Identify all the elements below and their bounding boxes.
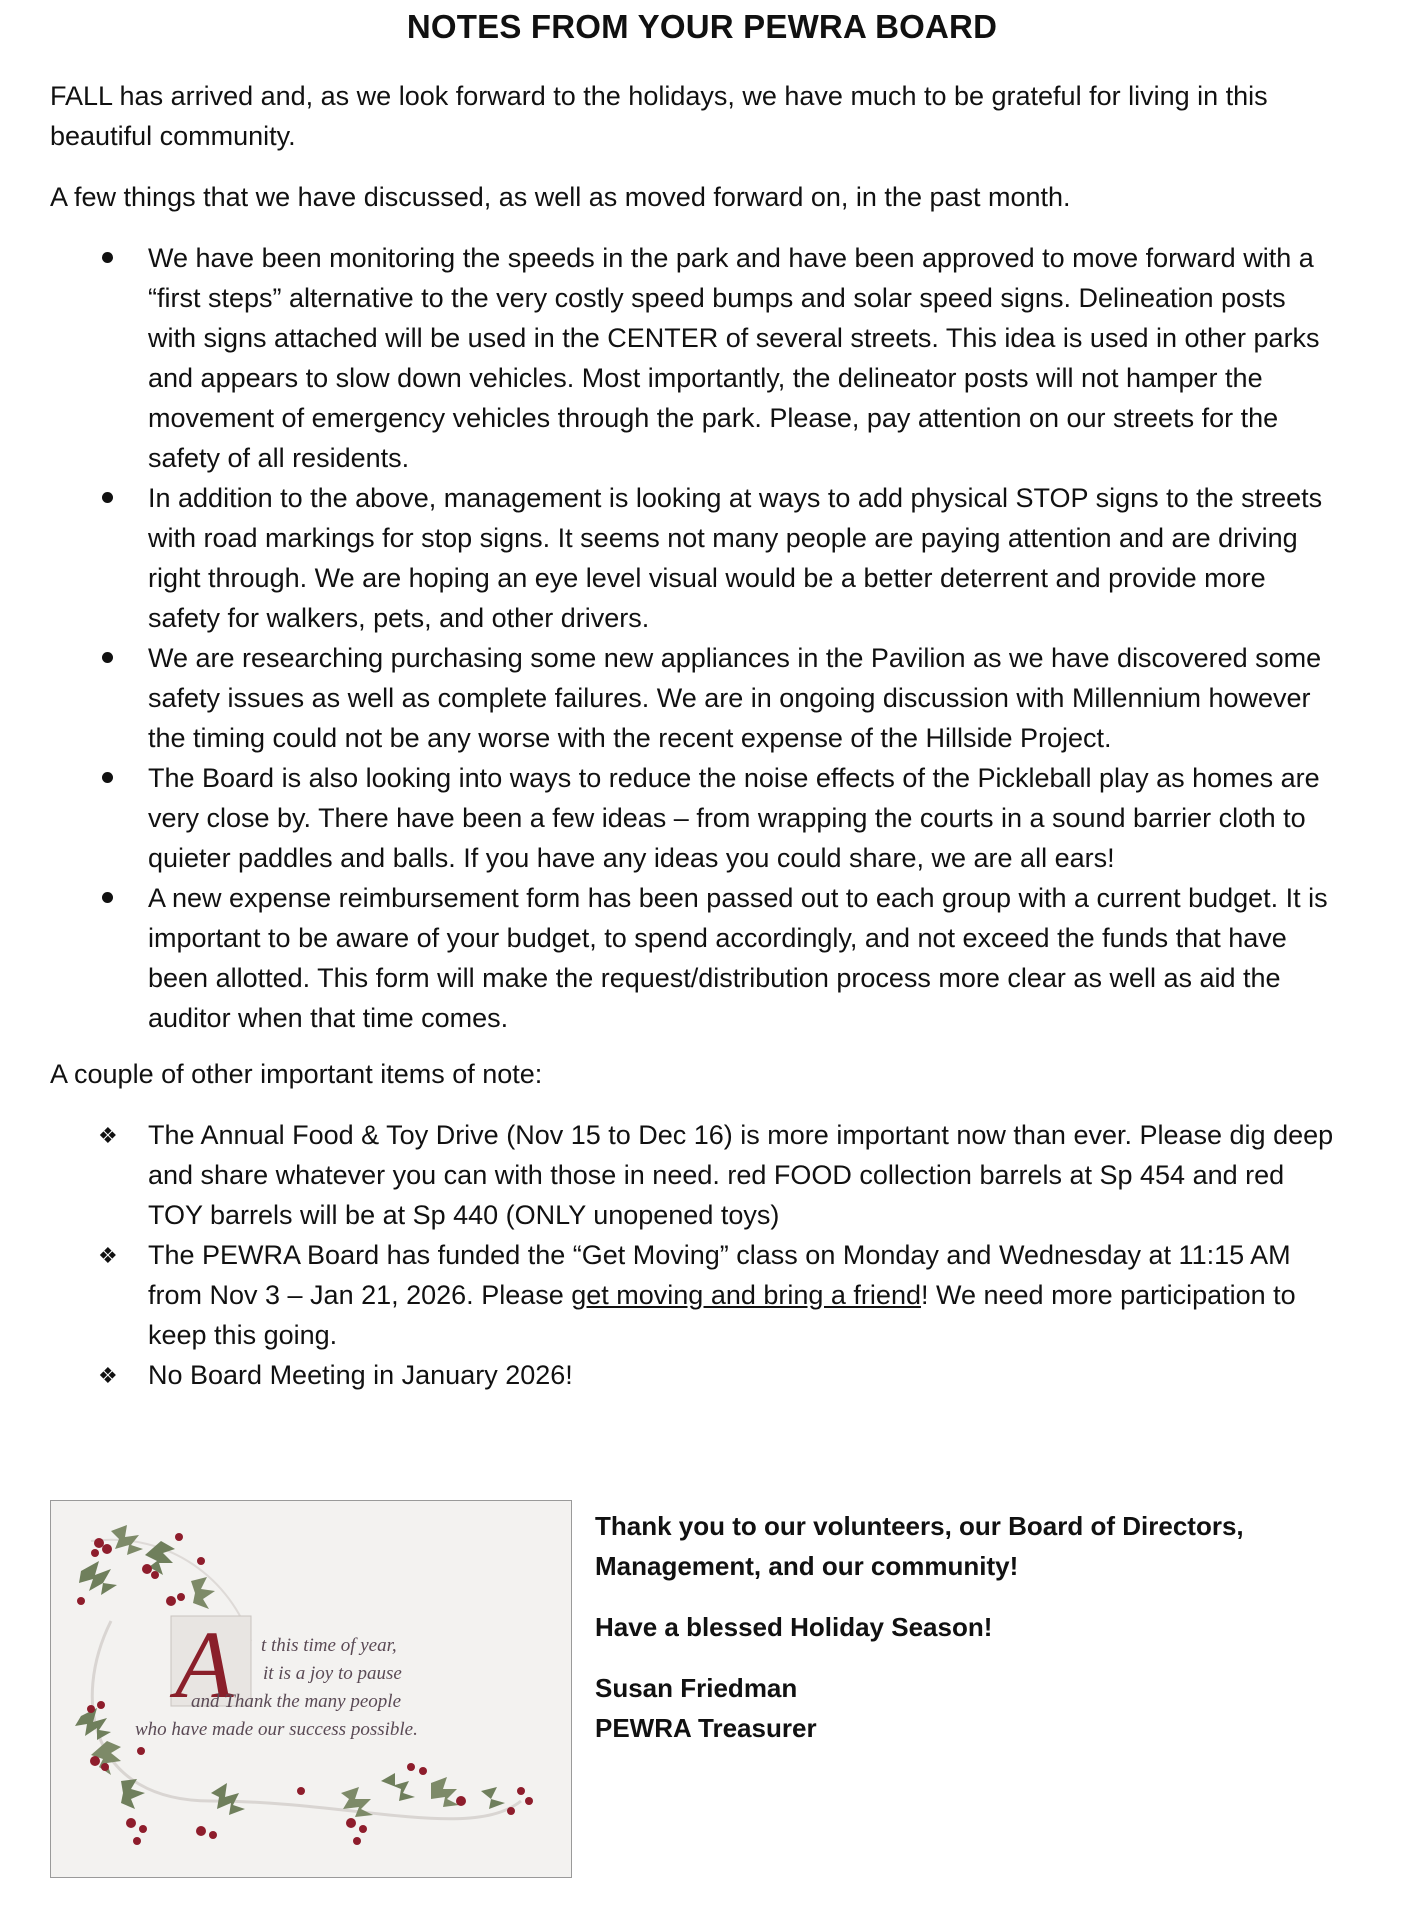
get-moving-text-after: ! We need more participation to keep this going. — [148, 1280, 1296, 1350]
discussion-bullet-list — [0, 238, 1404, 1038]
get-moving-underlined: get moving and bring a friend — [571, 1280, 921, 1310]
page-title: NOTES FROM YOUR PEWRA BOARD — [406, 8, 998, 45]
list-item — [0, 1115, 1338, 1235]
list-item — [0, 478, 1338, 638]
bullet-text-appliances: We are researching purchasing some new appliances in the Pavilion as we have discovered some safety issues as well as complete failures. We are in ongoing discussion with Millennium however the timing could not be any worse with the recent expense of the Hillside Project. — [148, 643, 1322, 753]
diamond-bullet-icon: ❖ — [98, 1123, 118, 1148]
diamond-bullet-icon: ❖ — [98, 1363, 118, 1388]
intro-paragraph: FALL has arrived and, as we look forward to the holidays, we have much to be grateful for living in this beautiful community. — [50, 81, 1268, 151]
list-item — [0, 758, 1338, 878]
holiday-card-image — [50, 1500, 572, 1878]
diamond-bullet-icon: ❖ — [98, 1243, 118, 1268]
card-text-line-4: who have made our success possible. — [135, 1719, 418, 1740]
bullet-dot-icon — [98, 238, 128, 278]
thanks-line-2: Management, and our community! — [595, 1551, 1019, 1581]
note-no-meeting: No Board Meeting in January 2026! — [148, 1360, 573, 1390]
bullet-dot-icon — [98, 758, 128, 798]
note-get-moving — [148, 1240, 1296, 1350]
card-text-line-1: t this time of year, — [261, 1635, 397, 1656]
get-moving-text-before: The PEWRA Board has funded the “Get Moving” class on Monday and Wednesday at 11:15 AM from Nov 3 – Jan 21, 2026. Please — [148, 1240, 1291, 1310]
list-item — [0, 1355, 1338, 1395]
note-food-drive: The Annual Food & Toy Drive (Nov 15 to Dec 16) is more important now than ever. Please dig deep and share whatever you can with those in need. red FOOD collection barrels at Sp 454 and red TOY barrels will be at Sp 440 (ONLY unopened toys) — [148, 1120, 1334, 1230]
list-item — [0, 638, 1338, 758]
list-item — [0, 238, 1338, 478]
bullet-text-pickleball: The Board is also looking into ways to reduce the noise effects of the Pickleball play as homes are very close by. There have been a few ideas – from wrapping the courts in a sound barrier cloth to quieter paddles and balls. If you have any ideas you could share, we are all ears! — [148, 763, 1320, 873]
notes-list — [0, 1115, 1404, 1395]
bullet-dot-icon — [98, 638, 128, 678]
bullet-text-stop-signs: In addition to the above, management is looking at ways to add physical STOP signs to the streets with road markings for stop signs. It seems not many people are paying attention and are driving right through. We are hoping an eye level visual would be a better deterrent and provide more safety for walkers, pets, and other drivers. — [148, 483, 1323, 633]
bullet-dot-icon — [98, 878, 128, 918]
signer-name: Susan Friedman — [595, 1673, 798, 1703]
card-text-line-2: it is a joy to pause — [263, 1663, 402, 1684]
list-item — [0, 878, 1338, 1038]
signer-role: PEWRA Treasurer — [595, 1713, 817, 1743]
other-items-heading: A couple of other important items of note: — [50, 1059, 543, 1089]
list-item — [0, 1235, 1338, 1355]
bullet-text-speeds: We have been monitoring the speeds in the park and have been approved to move forward with a “first steps” alternative to the very costly speed bumps and solar speed signs. Delineation posts with signs attached will be used in the CENTER of several streets. This idea is used in other parks and appears to slow down vehicles. Most importantly, the delineator posts will not hamper the movement of emergency vehicles through the park. Please, pay attention on our streets for the safety of all residents. — [148, 243, 1320, 473]
card-initial-letter: A — [175, 1611, 234, 1718]
thanks-line-1: Thank you to our volunteers, our Board of Directors, — [595, 1511, 1244, 1541]
bullet-dot-icon — [98, 478, 128, 518]
discussed-heading: A few things that we have discussed, as well as moved forward on, in the past month. — [50, 182, 1071, 212]
card-text-line-3: and Thank the many people — [191, 1691, 402, 1712]
holiday-wish: Have a blessed Holiday Season! — [595, 1612, 993, 1642]
bullet-text-expense-form: A new expense reimbursement form has been passed out to each group with a current budget. It is important to be aware of your budget, to spend accordingly, and not exceed the funds that have been allotted. This form will make the request/distribution process more clear as well as aid the auditor when that time comes. — [148, 883, 1328, 1033]
